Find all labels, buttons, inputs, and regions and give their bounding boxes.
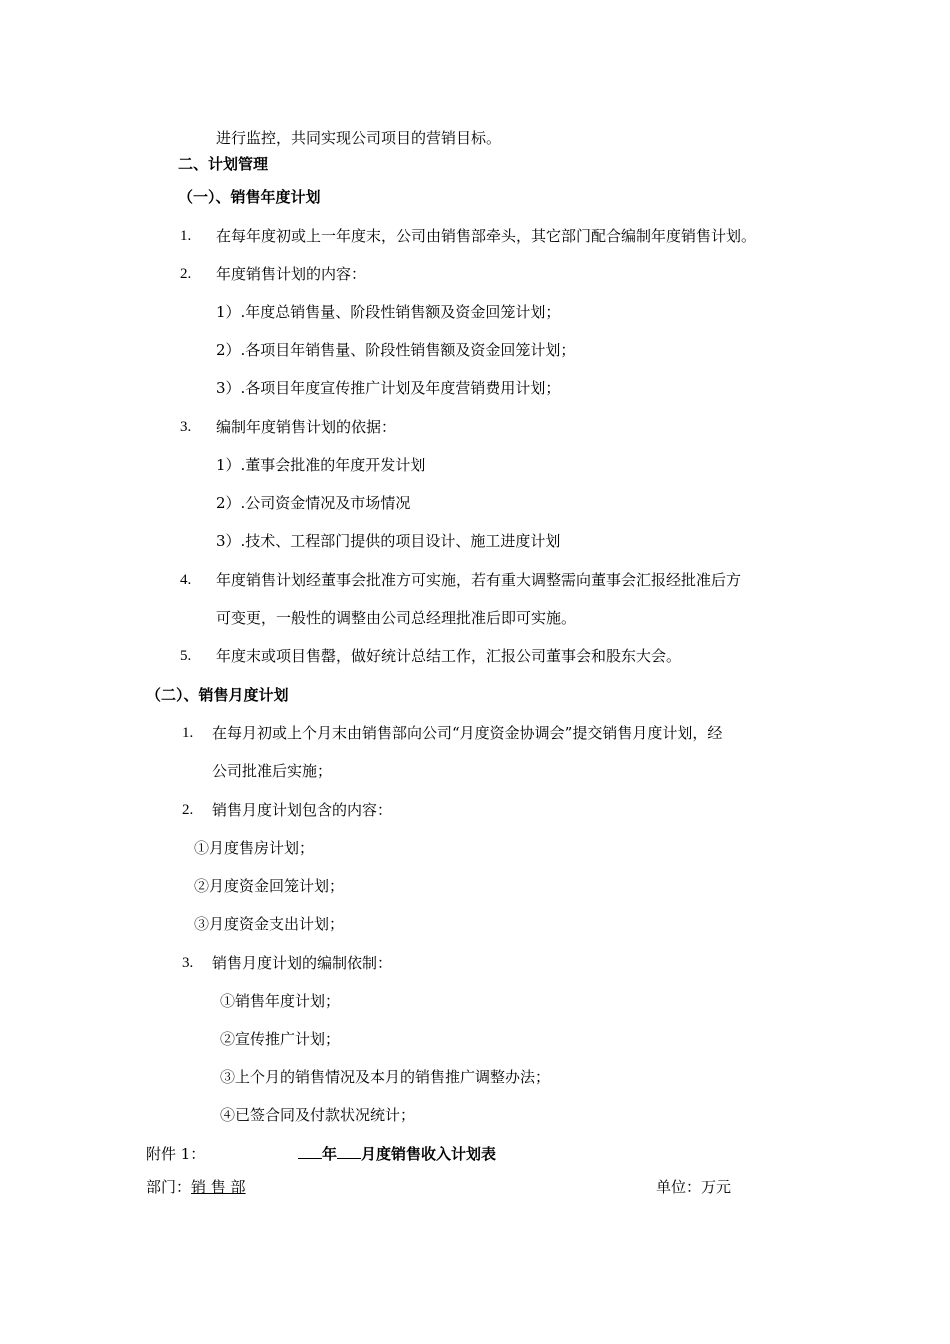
attachment-title-year: 年 [322, 1145, 338, 1163]
list-number: 2. [182, 802, 194, 818]
sub-list-item: ②宣传推广计划； [220, 1030, 341, 1048]
list-item: 在每年度初或上一年度末，公司由销售部牵头，其它部门配合编制年度销售计划。 [216, 227, 757, 245]
department-value: 销 售 部 [191, 1178, 246, 1196]
list-item: 在每月初或上个月末由销售部向公司“月度资金协调会”提交销售月度计划，经 [212, 724, 723, 742]
month-blank [337, 1144, 361, 1159]
list-item: 年度销售计划经董事会批准方可实施，若有重大调整需向董事会汇报经批准后方 [216, 571, 742, 589]
list-number: 4. [180, 572, 192, 588]
sub-list-item: ②月度资金回笼计划； [194, 877, 345, 895]
list-item-continuation: 可变更，一般性的调整由公司总经理批准后即可实施。 [216, 609, 577, 627]
sub-list-item: 2）.公司资金情况及市场情况 [216, 494, 411, 512]
list-number: 3. [180, 419, 192, 435]
subsection-heading-monthly: （二）、销售月度计划 [146, 686, 289, 704]
sub-list-item: 3）.各项目年度宣传推广计划及年度营销费用计划； [216, 379, 561, 397]
sub-list-item: 1）.年度总销售量、阶段性销售额及资金回笼计划； [216, 303, 561, 321]
sub-list-item: ①月度售房计划； [194, 839, 315, 857]
year-blank [298, 1144, 322, 1159]
sub-list-item: 1）.董事会批准的年度开发计划 [216, 456, 426, 474]
sub-list-item: ③月度资金支出计划； [194, 915, 345, 933]
sub-list-item: ③上个月的销售情况及本月的销售推广调整办法； [220, 1068, 551, 1086]
sub-list-item: ④已签合同及付款状况统计； [220, 1106, 416, 1124]
section-heading: 二、计划管理 [178, 155, 269, 173]
sub-list-item: ①销售年度计划； [220, 992, 341, 1010]
paragraph-continuation: 进行监控，共同实现公司项目的营销目标。 [216, 129, 502, 147]
sub-list-item: 2）.各项目年销售量、阶段性销售额及资金回笼计划； [216, 341, 576, 359]
list-number: 1. [182, 725, 194, 741]
list-item: 编制年度销售计划的依据： [216, 418, 397, 436]
department-line [146, 1177, 246, 1197]
sub-list-item: 3）.技术、工程部门提供的项目设计、施工进度计划 [216, 532, 561, 550]
attachment-title-rest: 月度销售收入计划表 [361, 1145, 497, 1163]
list-item: 销售月度计划包含的内容： [212, 801, 393, 819]
list-number: 2. [180, 266, 192, 282]
subsection-heading-annual: （一）、销售年度计划 [178, 188, 321, 206]
list-item: 年度末或项目售罄，做好统计总结工作，汇报公司董事会和股东大会。 [216, 647, 682, 665]
unit-label: 单位：万元 [656, 1178, 732, 1196]
list-item: 销售月度计划的编制依制： [212, 954, 393, 972]
list-number: 1. [180, 228, 192, 244]
list-number: 5. [180, 648, 192, 664]
attachment-label: 附件 1： [146, 1145, 206, 1163]
list-item-continuation: 公司批准后实施； [212, 762, 333, 780]
department-label: 部门： [146, 1178, 192, 1196]
list-item: 年度销售计划的内容： [216, 265, 367, 283]
list-number: 3. [182, 955, 194, 971]
attachment-title [298, 1144, 496, 1164]
